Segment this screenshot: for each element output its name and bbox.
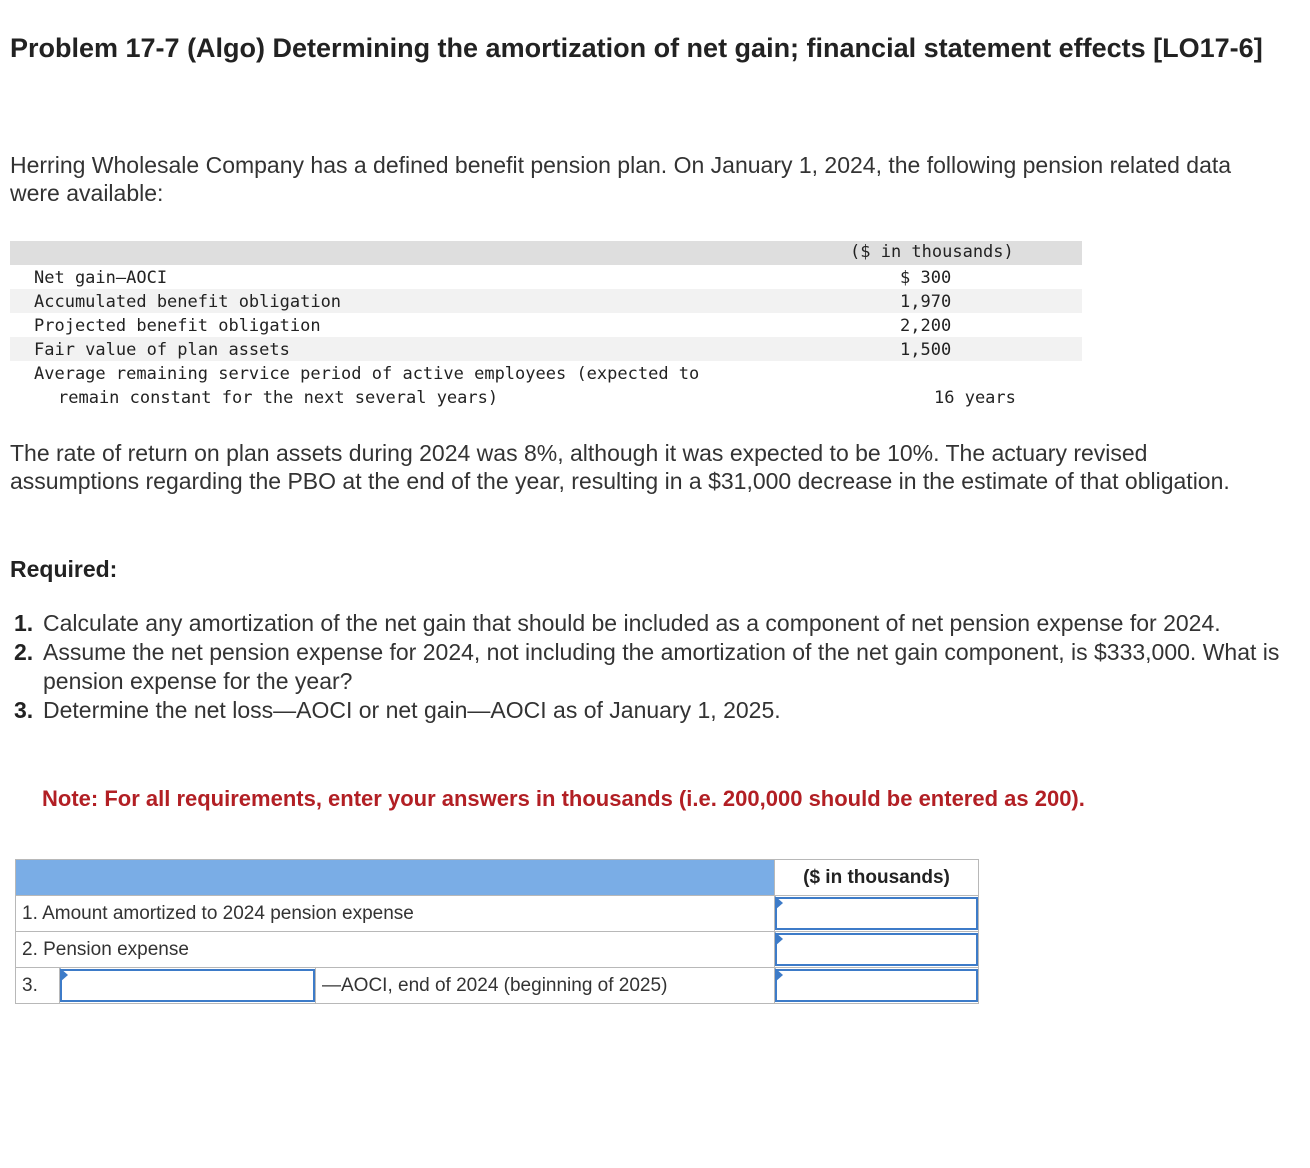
data-unit-header: ($ in thousands) [850, 242, 1014, 262]
amortization-amount-input[interactable] [775, 897, 978, 930]
answer-cell [775, 968, 979, 1004]
requirement-number: 2. [14, 639, 34, 665]
answer-row-aoci [16, 968, 979, 1004]
answer-header-blank [16, 860, 775, 896]
data-row-label: Fair value of plan assets [34, 340, 290, 360]
data-row-service-line1 [10, 361, 1082, 385]
data-row-value: 16 years [934, 388, 1016, 408]
answer-cell [775, 932, 979, 968]
answer-unit-header: ($ in thousands) [775, 860, 979, 896]
problem-title: Problem 17-7 (Algo) Determining the amortization of net gain; financial statement effects [LO17-6] [10, 33, 1263, 63]
data-row-value: 2,200 [900, 316, 952, 336]
data-row-abo [10, 289, 1082, 313]
data-row-value: $ 300 [900, 268, 952, 288]
pension-data-table [10, 241, 1082, 409]
note-text: Note: For all requirements, enter your answers in thousands (i.e. 200,000 should be entered as 200). [42, 786, 1085, 811]
data-row-plan-assets [10, 337, 1082, 361]
answer-row-amortization [16, 896, 979, 932]
data-row-label: Average remaining service period of active employees (expected to [34, 364, 700, 384]
answer-table-header [16, 860, 979, 896]
requirement-text: Determine the net loss—AOCI or net gain—AOCI as of January 1, 2025. [43, 697, 781, 723]
requirement-number: 3. [14, 697, 34, 723]
requirement-text: Calculate any amortization of the net gain that should be included as a component of net pension expense for 2024. [43, 610, 1221, 636]
requirement-item [14, 609, 1284, 638]
data-row-label: Net gain—AOCI [34, 268, 168, 288]
data-row-value: 1,500 [900, 340, 952, 360]
requirement-item [14, 638, 1284, 696]
requirement-text: Assume the net pension expense for 2024, not including the amortization of the net gain component, is $333,000. What is pension expense for the year? [43, 639, 1280, 694]
aoci-amount-input[interactable] [775, 969, 978, 1002]
data-table-header [10, 241, 1082, 265]
data-row-service-line2 [10, 385, 1082, 409]
answer-row-label: —AOCI, end of 2024 (beginning of 2025) [316, 968, 775, 1004]
answer-row-label: 2. Pension expense [16, 932, 775, 968]
required-heading: Required: [10, 556, 118, 582]
data-row-label: Projected benefit obligation [34, 316, 321, 336]
answer-row-number: 3. [16, 968, 60, 1004]
answer-cell [60, 968, 316, 1004]
requirement-item [14, 696, 1284, 725]
data-row-label: Accumulated benefit obligation [34, 292, 342, 312]
answer-row-label: 1. Amount amortized to 2024 pension expense [16, 896, 775, 932]
answer-row-pension-expense [16, 932, 979, 968]
gain-loss-select-input[interactable] [60, 969, 315, 1002]
data-row-pbo [10, 313, 1082, 337]
data-row-label: remain constant for the next several years) [58, 388, 499, 408]
requirement-number: 1. [14, 610, 34, 636]
answer-table [15, 859, 979, 1004]
pension-expense-input[interactable] [775, 933, 978, 966]
requirements-list [14, 609, 1284, 725]
data-row-net-gain [10, 265, 1082, 289]
rate-of-return-paragraph: The rate of return on plan assets during 2024 was 8%, although it was expected to be 10%. The actuary revised assumptions regarding the PBO at the end of the year, resulting in a $31,000 decrease in the estimate of that obligation. [10, 440, 1230, 494]
data-row-value: 1,970 [900, 292, 952, 312]
intro-text: Herring Wholesale Company has a defined benefit pension plan. On January 1, 2024, the following pension related data were available: [10, 152, 1232, 206]
answer-cell [775, 896, 979, 932]
